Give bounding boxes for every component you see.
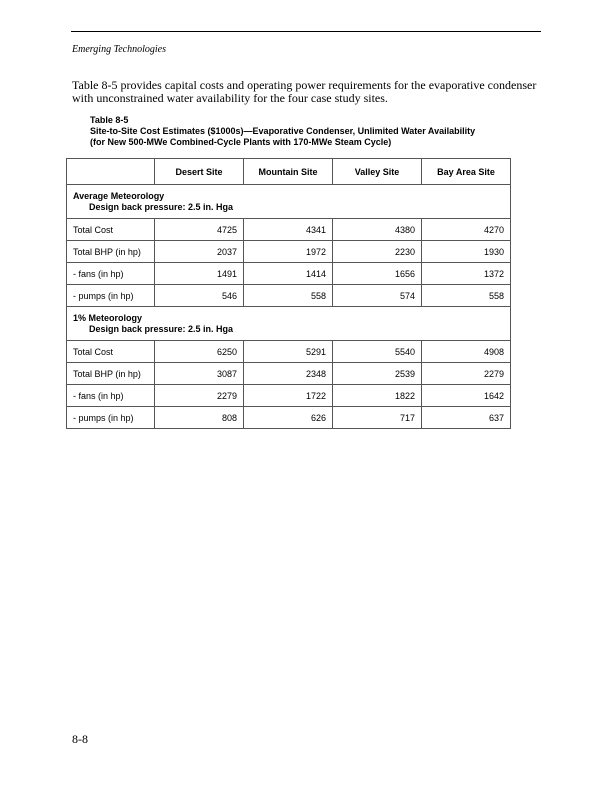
cell-valley: 717 <box>333 407 422 429</box>
cell-desert: 6250 <box>155 341 244 363</box>
cell-valley: 1656 <box>333 263 422 285</box>
cell-desert: 2279 <box>155 385 244 407</box>
table-row <box>67 285 511 307</box>
table-row <box>67 385 511 407</box>
running-header: Emerging Technologies <box>72 44 166 55</box>
table-row <box>67 341 511 363</box>
cell-mountain: 1722 <box>244 385 333 407</box>
cell-mountain: 5291 <box>244 341 333 363</box>
cost-table <box>66 158 511 429</box>
cell-desert: 4725 <box>155 219 244 241</box>
cell-bay-area: 1642 <box>422 385 511 407</box>
cell-desert: 546 <box>155 285 244 307</box>
page-number: 8-8 <box>72 732 88 746</box>
cell-bay-area: 2279 <box>422 363 511 385</box>
cell-valley: 1822 <box>333 385 422 407</box>
row-label: - fans (in hp) <box>67 385 155 407</box>
cell-mountain: 2348 <box>244 363 333 385</box>
cell-desert: 1491 <box>155 263 244 285</box>
table-row <box>67 263 511 285</box>
cell-bay-area: 4908 <box>422 341 511 363</box>
table-number: Table 8-5 <box>90 115 129 125</box>
cell-mountain: 558 <box>244 285 333 307</box>
cell-valley: 4380 <box>333 219 422 241</box>
cell-valley: 2230 <box>333 241 422 263</box>
cell-bay-area: 1372 <box>422 263 511 285</box>
table-header-row <box>67 159 511 185</box>
section-row <box>67 185 511 219</box>
table-title-line-2: (for New 500-MWe Combined-Cycle Plants with 170-MWe Steam Cycle) <box>90 137 392 147</box>
section-subtitle: Design back pressure: 2.5 in. Hga <box>89 323 234 334</box>
header-rule <box>71 31 541 32</box>
column-header-blank <box>67 159 155 185</box>
table-row <box>67 241 511 263</box>
cell-mountain: 1972 <box>244 241 333 263</box>
column-header-desert: Desert Site <box>155 159 244 185</box>
cell-mountain: 1414 <box>244 263 333 285</box>
cell-bay-area: 637 <box>422 407 511 429</box>
section-title: Average Meteorology <box>73 190 165 201</box>
cell-valley: 574 <box>333 285 422 307</box>
cell-desert: 808 <box>155 407 244 429</box>
table-row <box>67 363 511 385</box>
cell-mountain: 626 <box>244 407 333 429</box>
section-row <box>67 307 511 341</box>
section-title: 1% Meteorology <box>73 312 143 323</box>
section-subtitle: Design back pressure: 2.5 in. Hga <box>89 201 234 212</box>
row-label: - fans (in hp) <box>67 263 155 285</box>
cell-bay-area: 4270 <box>422 219 511 241</box>
row-label: - pumps (in hp) <box>67 285 155 307</box>
table-title-line-1: Site-to-Site Cost Estimates ($1000s)—Evaporative Condenser, Unlimited Water Availability <box>90 126 476 136</box>
table-row <box>67 407 511 429</box>
row-label: Total BHP (in hp) <box>67 241 155 263</box>
cell-bay-area: 558 <box>422 285 511 307</box>
row-label: Total Cost <box>67 219 155 241</box>
table-caption <box>90 115 550 148</box>
column-header-mountain: Mountain Site <box>244 159 333 185</box>
cell-desert: 3087 <box>155 363 244 385</box>
cell-valley: 2539 <box>333 363 422 385</box>
cell-mountain: 4341 <box>244 219 333 241</box>
cell-bay-area: 1930 <box>422 241 511 263</box>
column-header-valley: Valley Site <box>333 159 422 185</box>
cell-desert: 2037 <box>155 241 244 263</box>
table-row <box>67 219 511 241</box>
intro-paragraph: Table 8-5 provides capital costs and operating power requirements for the evaporative condenser with unconstrained water availability for the four case study sites. <box>72 78 537 105</box>
section-heading <box>67 185 511 219</box>
column-header-bay-area: Bay Area Site <box>422 159 511 185</box>
row-label: Total Cost <box>67 341 155 363</box>
row-label: Total BHP (in hp) <box>67 363 155 385</box>
section-heading <box>67 307 511 341</box>
cell-valley: 5540 <box>333 341 422 363</box>
row-label: - pumps (in hp) <box>67 407 155 429</box>
